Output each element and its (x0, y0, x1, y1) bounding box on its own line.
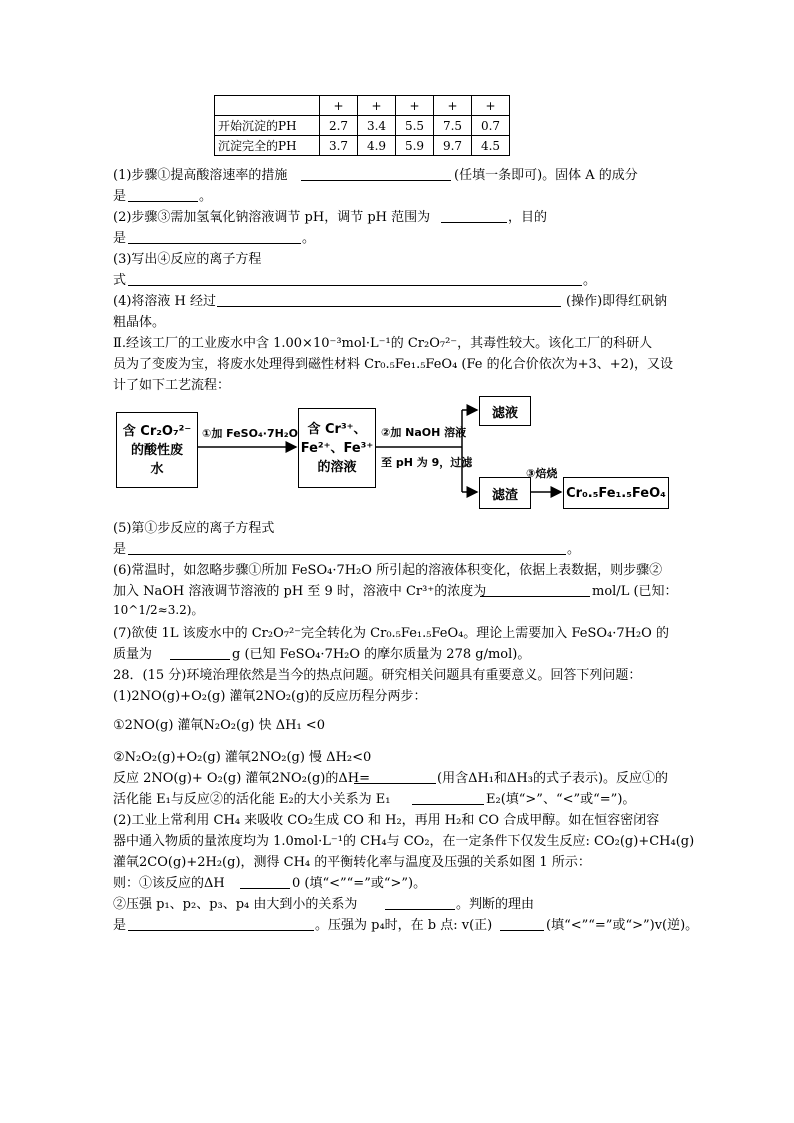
q28-r1: 反应 2NO(g)+ O₂(g) 灌㲴2NO₂(g)的ΔH= (113, 771, 370, 786)
q2-text-3: 是 (113, 231, 127, 246)
flow-step-2-label: ②加 NaOH 溶液 (381, 426, 467, 439)
q28-dh-blank[interactable] (354, 783, 436, 784)
q5-end: 。 (567, 542, 581, 557)
q6-text-3: mol/L (已知： (592, 584, 678, 599)
flow-box-line: 的酸性废 (130, 442, 183, 458)
part2-line-1: Ⅱ.经该工厂的工业废水中含 1.00×10⁻³mol·L⁻¹的 Cr₂O₇²⁻，其毒性较大。该化工厂的科研人 (113, 336, 653, 351)
q3-end: 。 (583, 273, 597, 288)
part2-line-2: 员为了变废为宝，将废水处理得到磁性材料 Cr₀.₅Fe₁.₅FeO₄ (Fe 的化合价依次为+3、+2)，又设 (113, 357, 674, 372)
q28-step1: ①2NO(g) 灌㲴N₂O₂(g) 快 ΔH₁ <0 (113, 718, 325, 733)
q1-text: (1)步骤①提高酸溶速率的措施 (113, 168, 288, 183)
q28-part1: (1)2NO(g)+O₂(g) 灌㲴2NO₂(g)的反应历程分两步： (113, 689, 427, 704)
q7-text-3: g (已知 FeSO₄·7H₂O 的摩尔质量为 278 g/mol)。 (232, 647, 531, 662)
table-cell: 4.9 (358, 136, 396, 156)
part2-line-3: 计了如下工艺流程： (113, 378, 231, 393)
q28-intro: 28．(15 分)环境治理依然是当今的热点问题。研究相关问题具有重要意义。回答下列问题： (113, 668, 642, 683)
q28-pressure-blank[interactable] (385, 909, 455, 910)
flow-box-line: Fe²⁺、Fe³⁺ (300, 440, 374, 456)
q28-r2-2: E₂(填“>”、“<”或“=”)。 (486, 792, 636, 807)
table-header-cell: + (472, 96, 510, 116)
table-cell: 4.5 (472, 136, 510, 156)
flow-box-line: 水 (150, 461, 164, 477)
flow-box-line: 含 Cr³⁺、 (307, 421, 367, 437)
q4-text: (4)将溶液 H 经过 (113, 294, 217, 309)
flow-step-2-label-2: 至 pH 为 9，过滤 (381, 456, 473, 469)
q28-part2-3: 灌㲴2CO(g)+2H₂(g)，测得 CH₄ 的平衡转化率与温度及压强的关系如图 1 所示： (113, 855, 591, 870)
flow-box-line: 的溶液 (317, 459, 357, 475)
q2-text-2: ，目的 (508, 210, 548, 225)
q28-energy-blank[interactable] (412, 804, 484, 805)
q28-r2: 活化能 E₁与反应②的活化能 E₂的大小关系为 E₁ (113, 792, 391, 807)
q28-part2-6: 是 (113, 918, 127, 933)
q7-text: (7)欲使 1L 该废水中的 Cr₂O₇²⁻完全转化为 Cr₀.₅Fe₁.₅FeO₄。理论上需要加入 FeSO₄·7H₂O 的 (113, 626, 669, 641)
q28-part2-4b: 0 (填“<”“=”或“>”)。 (292, 876, 427, 891)
flow-box-product: Cr₀.₅Fe₁.₅FeO₄ (563, 477, 669, 509)
q28-part2-6b: 。压强为 p₄时，在 b 点: v(正) (315, 918, 493, 933)
q4-text-3: 粗晶体。 (113, 315, 166, 330)
q1-text-2: (任填一条即可)。固体 A 的成分 (454, 168, 638, 183)
q5-answer-blank[interactable] (128, 554, 566, 555)
q28-rate-blank[interactable] (500, 930, 544, 931)
row-label: 沉淀完全的PH (215, 136, 320, 156)
q28-r1-2: (用含ΔH₁和ΔH₃的式子表示)。反应①的 (437, 771, 669, 786)
table-header-cell: + (434, 96, 472, 116)
flow-step-1-label: ①加 FeSO₄·7H₂O (202, 427, 298, 440)
q2-text: (2)步骤③需加氢氧化钠溶液调节 pH，调节 pH 范围为 (113, 210, 431, 225)
table-cell: 0.7 (472, 116, 510, 136)
q7-text-2: 质量为 (113, 647, 153, 662)
q28-part2-5b: 。判断的理由 (456, 897, 535, 912)
q28-part2-4: 则：①该反应的ΔH (113, 876, 225, 891)
q6-text: (6)常温时，如忽略步骤①所加 FeSO₄·7H₂O 所引起的溶液体积变化，依据上表数据，则步骤② (113, 563, 663, 578)
q7-answer-blank[interactable] (170, 659, 230, 660)
q28-part2-6c: (填“<”“=”或“>”)v(逆)。 (546, 918, 699, 933)
q28-part2-5: ②压强 p₁、p₂、p₃、p₄ 由大到小的关系为 (113, 897, 358, 912)
table-cell: 3.7 (320, 136, 358, 156)
q28-part2: (2)工业上常利用 CH₄ 来吸收 CO₂生成 CO 和 H₂，再用 H₂和 CO 合成甲醇。如在恒容密闭容 (113, 813, 660, 828)
q6-text-4: 10^1/2≈3.2)。 (113, 603, 204, 617)
flow-box-filtrate: 滤液 (479, 396, 531, 426)
q4-text-2: (操作)即得红矾钠 (566, 294, 668, 309)
table-header-cell: + (358, 96, 396, 116)
table-header-cell: + (320, 96, 358, 116)
flow-step-3-label: ③焙烧 (526, 467, 558, 480)
q28-reason-blank[interactable] (128, 930, 314, 931)
q2-end: 。 (302, 231, 316, 246)
q1-end: 。 (199, 189, 213, 204)
q6-answer-blank[interactable] (480, 596, 590, 597)
q28-dh-sign-blank[interactable] (240, 888, 290, 889)
table-cell: 7.5 (434, 116, 472, 136)
table-cell: 3.4 (358, 116, 396, 136)
table-cell: 5.9 (396, 136, 434, 156)
table-cell: 9.7 (434, 136, 472, 156)
q5-text-2: 是 (113, 542, 127, 557)
q28-step2: ②N₂O₂(g)+O₂(g) 灌㲴2NO₂(g) 慢 ΔH₂<0 (113, 750, 372, 765)
q3-text: (3)写出④反应的离子方程 (113, 252, 262, 267)
q5-text: (5)第①步反应的离子方程式 (113, 521, 275, 536)
table-cell: 5.5 (396, 116, 434, 136)
q1-text-3: 是 (113, 189, 127, 204)
q28-part2-2: 器中通入物质的量浓度均为 1.0mol·L⁻¹的 CH₄与 CO₂，在一定条件下仅发生反应: CO₂(g)+CH₄(g) (113, 834, 695, 849)
flow-box-residue: 滤渣 (479, 477, 531, 509)
q6-text-2: 加入 NaOH 溶液调节溶液的 pH 至 9 时，溶液中 Cr³⁺的浓度为 (113, 584, 487, 599)
q3-text-2: 式 (113, 273, 127, 288)
flow-box-line: 含 Cr₂O₇²⁻ (122, 423, 192, 439)
table-header-cell: + (396, 96, 434, 116)
row-label: 开始沉淀的PH (215, 116, 320, 136)
table-cell: 2.7 (320, 116, 358, 136)
